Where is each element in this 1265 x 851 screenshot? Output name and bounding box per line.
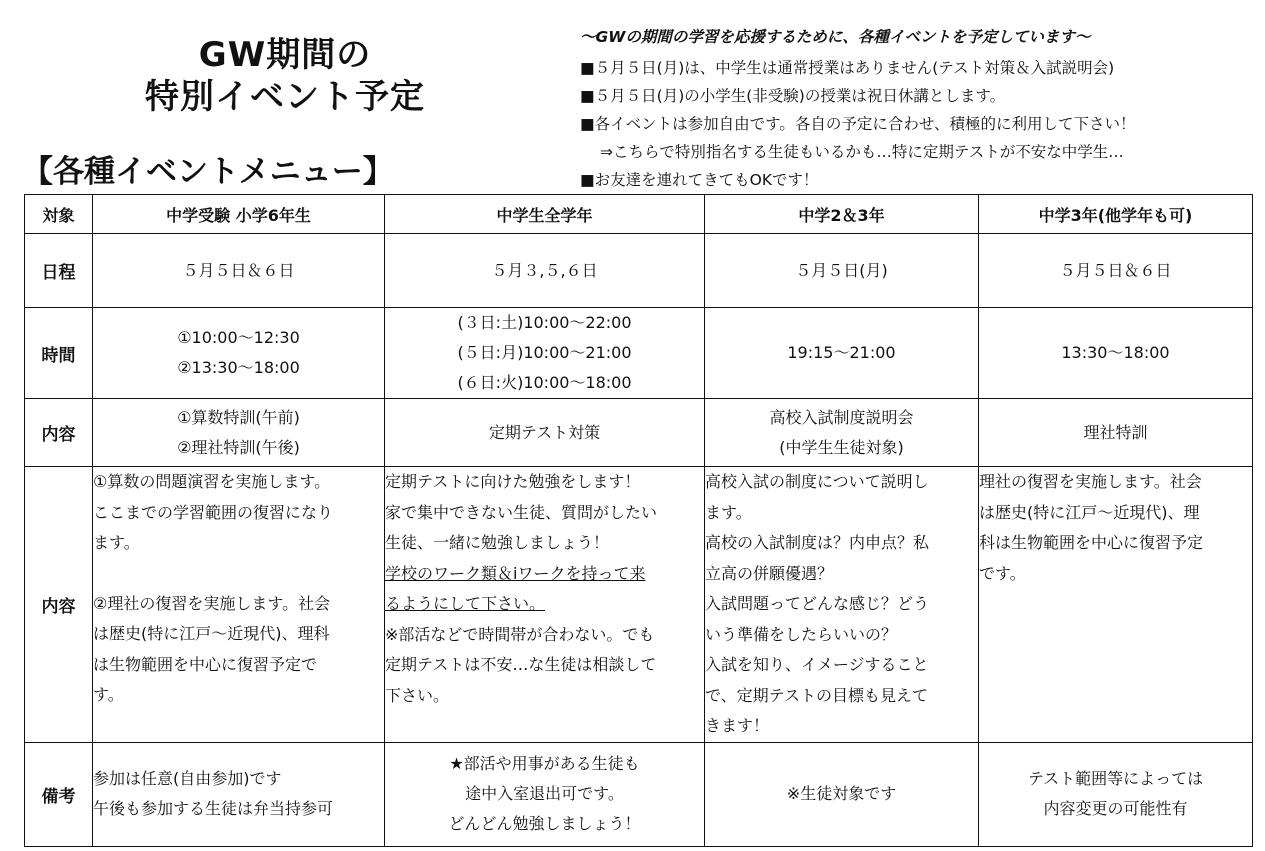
detail-line: は歴史(特に江戸～近現代)、理 — [979, 502, 1200, 522]
event-menu-heading: 【各種イベントメニュー】 — [22, 154, 394, 190]
date-cell: ５月５日＆６日 — [979, 234, 1253, 308]
remarks-line: 途中入室退出可です。 — [465, 784, 624, 803]
detail-line: す。 — [93, 685, 124, 704]
detail-cell — [385, 467, 705, 743]
row-label-remarks: 備考 — [25, 742, 93, 846]
content-cell — [385, 399, 705, 467]
detail-line: 定期テストに向けた勉強をします！ — [385, 472, 641, 491]
detail-line: は歴史(特に江戸～近現代)、理科 — [93, 624, 330, 643]
detail-line: 高校入試の制度について説明し — [705, 472, 929, 491]
content-cell — [979, 399, 1253, 467]
detail-line-underlined-wrap — [385, 589, 704, 620]
note-item: ■５月５日(月)の小学生(非受験)の授業は祝日休講とします。 — [580, 87, 1006, 105]
remarks-cell — [979, 742, 1253, 846]
content-line: 定期テスト対策 — [488, 422, 601, 442]
content-line: 高校入試制度説明会 — [769, 407, 914, 427]
detail-line: です。 — [979, 563, 1026, 583]
row-label-detail: 内容 — [25, 467, 93, 743]
remarks-line: 参加は任意(自由参加)です — [93, 768, 282, 788]
header-col1: 中学受験 小学6年生 — [93, 195, 385, 234]
header-target: 対象 — [25, 195, 93, 234]
note-item: ■各イベントは参加自由です。各自の予定に合わせ、積極的に利用して下さい！ — [580, 115, 1136, 133]
remarks-line: ※生徒対象です — [786, 784, 897, 803]
detail-line: 理社の復習を実施します。社会 — [979, 472, 1202, 491]
content-cell — [705, 399, 979, 467]
page-title — [130, 34, 440, 118]
header-col3: 中学2＆3年 — [705, 195, 979, 234]
row-label-content: 内容 — [25, 399, 93, 467]
detail-line: 生徒、一緒に勉強しましょう！ — [385, 533, 610, 552]
row-label-date: 日程 — [25, 234, 93, 308]
detail-line: 高校の入試制度は？内申点？私 — [705, 533, 930, 552]
row-label-time: 時間 — [25, 308, 93, 399]
date-cell: ５月３,５,６日 — [385, 234, 705, 308]
detail-line: 科は生物範囲を中心に復習予定 — [979, 533, 1204, 552]
content-cell — [93, 399, 385, 467]
content-line: ②理社特訓(午後) — [177, 437, 300, 457]
detail-line: ①算数の問題演習を実施します。 — [93, 472, 331, 491]
time-line: 13:30～18:00 — [1061, 343, 1170, 362]
table-row-time — [25, 308, 1253, 399]
detail-line: 家で集中できない生徒、質問がしたい — [385, 502, 658, 522]
remarks-line: ★部活や用事がある生徒も — [449, 754, 640, 773]
title-line-2: 特別イベント予定 — [145, 77, 425, 117]
time-cell — [705, 308, 979, 399]
detail-line: ます。 — [705, 502, 752, 522]
time-cell — [93, 308, 385, 399]
detail-cell — [93, 467, 385, 743]
detail-cell — [979, 467, 1253, 743]
time-line: ②13:30～18:00 — [177, 358, 300, 377]
detail-line: ※部活などで時間帯が合わない。でも — [385, 624, 655, 644]
table-row-date — [25, 234, 1253, 308]
remarks-cell — [705, 742, 979, 846]
time-line: (６日:火)10:00～18:00 — [457, 373, 632, 392]
detail-line: 入試を知り、イメージすること — [705, 655, 929, 674]
notes-heading: ～GWの期間の学習を応援するために、各種イベントを予定しています～ — [580, 28, 1091, 46]
date-cell: ５月５日(月) — [705, 234, 979, 308]
header-col4: 中学3年(他学年も可) — [979, 195, 1253, 234]
remarks-cell — [385, 742, 705, 846]
content-line: 理社特訓 — [1083, 422, 1148, 442]
detail-line: は生物範囲を中心に復習予定で — [93, 654, 318, 674]
time-line: 19:15～21:00 — [787, 343, 896, 362]
spacer — [93, 559, 384, 589]
remarks-line: テスト範囲等によっては — [1027, 769, 1204, 788]
detail-line: いう準備をしたらいいの？ — [705, 624, 898, 644]
time-cell — [385, 308, 705, 399]
detail-line: 立高の併願優遇？ — [705, 563, 834, 583]
event-schedule-table — [24, 194, 1253, 847]
detail-underlined-text: るようにして下さい。 — [385, 594, 546, 613]
content-line: (中学生生徒対象) — [779, 437, 904, 457]
time-line: ①10:00～12:30 — [177, 328, 300, 347]
table-header-row — [25, 195, 1253, 234]
detail-line: ②理社の復習を実施します。社会 — [93, 593, 331, 613]
detail-line: 定期テストは不安…な生徒は相談して — [385, 655, 657, 674]
remarks-line: どんどん勉強しましょう！ — [448, 814, 641, 833]
title-line-1: GW期間の — [198, 35, 372, 75]
notes-block — [580, 26, 1260, 194]
detail-line: 下さい。 — [385, 685, 450, 705]
date-cell: ５月５日＆６日 — [93, 234, 385, 308]
note-item: ■お友達を連れてきてもOKです！ — [580, 171, 819, 189]
detail-cell — [705, 467, 979, 743]
table-row-remarks — [25, 742, 1253, 846]
detail-line: きます！ — [705, 716, 770, 735]
content-line: ①算数特訓(午前) — [177, 407, 300, 427]
detail-line: 入試問題ってどんな感じ？どう — [705, 594, 930, 613]
detail-line: ます。 — [93, 533, 140, 552]
detail-line-underlined: 学校のワーク類＆iワークを持って来 — [385, 563, 646, 583]
detail-line: ここまでの学習範囲の復習になり — [93, 502, 334, 522]
remarks-line: 午後も参加する生徒は弁当持参可 — [93, 799, 334, 818]
detail-line: で、定期テストの目標も見えて — [705, 685, 929, 705]
time-cell — [979, 308, 1253, 399]
time-line: (３日:土)10:00～22:00 — [457, 313, 632, 332]
remarks-cell — [93, 742, 385, 846]
note-item-sub: ⇒こちらで特別指名する生徒もいるかも…特に定期テストが不安な中学生… — [600, 143, 1124, 161]
table-row-content — [25, 399, 1253, 467]
note-item: ■５月５日(月)は、中学生は通常授業はありません(テスト対策＆入試説明会) — [580, 59, 1115, 77]
remarks-line: 内容変更の可能性有 — [1043, 799, 1188, 818]
table-row-detail — [25, 467, 1253, 743]
time-line: (５日:月)10:00～21:00 — [457, 343, 632, 362]
header-col2: 中学生全学年 — [385, 195, 705, 234]
